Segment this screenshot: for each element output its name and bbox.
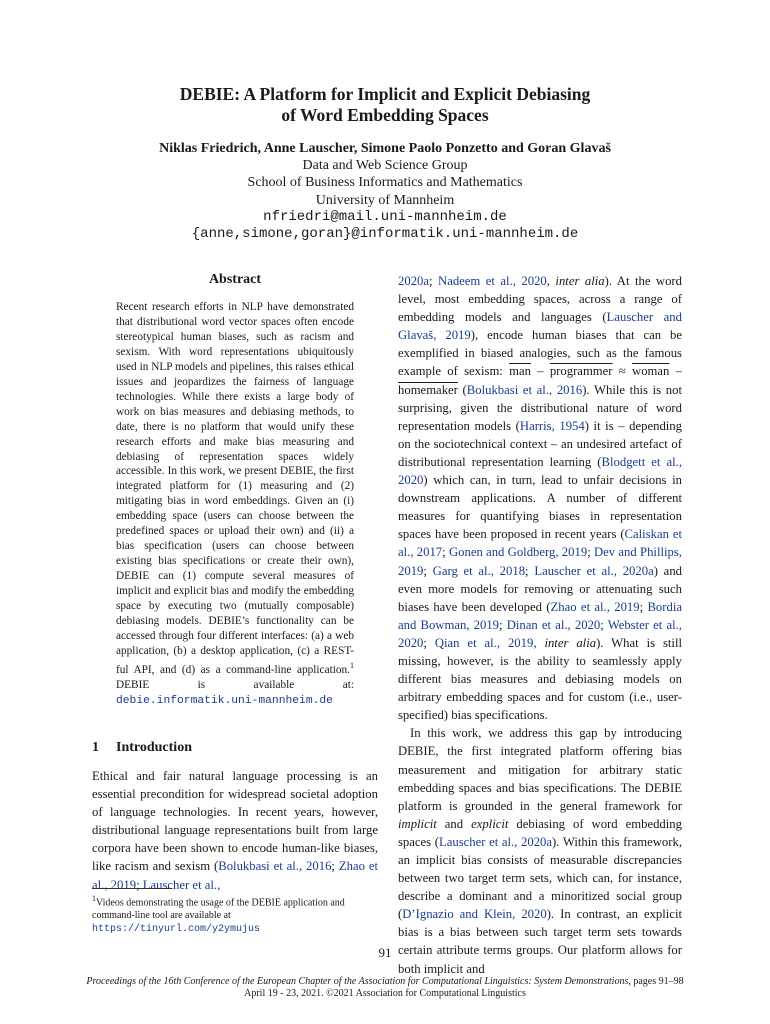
abstract-brand-4: DEBIE — [116, 678, 150, 691]
emph-implicit: implicit — [398, 816, 437, 831]
emph-explicit: explicit — [471, 816, 509, 831]
text-run: In this work, we address this gap by introducing — [410, 726, 682, 741]
affiliation-school: School of Business Informatics and Mathematics — [247, 175, 523, 191]
citation-link[interactable]: Gonen and Goldberg, 2019 — [448, 545, 588, 560]
footnote-mark: 1 — [92, 894, 96, 903]
footnote-brand: DEBIE — [251, 897, 281, 909]
citation-link[interactable]: Lauscher et al., 2020a — [438, 834, 553, 849]
abstract-text-d: ’s functionality can be accessed through four different interfaces: (a) a web application, (b) a desktop application, (c) a REST-ful API, and (d) as a command-line application. — [116, 615, 355, 676]
citation-link[interactable]: Nadeem et al., 2020 — [438, 274, 547, 288]
footnote-text-a: Videos demonstrating the usage of the — [96, 897, 252, 909]
section-heading-introduction — [92, 740, 192, 756]
text-run: ). What is still missing, however, is the ability to seamlessly apply different bias measures and debiasing models on arbitrary embedding spaces and for custom (i.e., user-specified) bias specifications. — [398, 635, 683, 723]
text-run: ). Within this framework, an implicit bias consists of measurable discrepancies between two target term sets, which can, for instance, describe a dominant and a minoritized social group ( — [398, 834, 682, 922]
citation-link[interactable]: Zhao et al., 2019 — [92, 859, 378, 892]
vector-homemaker: homemaker — [398, 382, 458, 397]
title-line1: : A Platform for Implicit and Explicit Debiasing — [234, 84, 591, 104]
citation-link[interactable]: Harris, 1954 — [519, 418, 585, 433]
footnote-url-link[interactable]: https://tinyurl.com/y2ymujus — [92, 924, 261, 936]
inter-alia: inter alia — [555, 274, 605, 288]
vector-woman: woman — [632, 364, 670, 379]
citation-link[interactable]: Lauscher et al., 2020a — [534, 563, 654, 578]
author-block — [0, 140, 770, 243]
abstract-brand-1: DEBIE — [279, 465, 314, 478]
text-run: ). At the word level, most embedding spaces, across a range of embedding models and languages ( — [398, 274, 683, 325]
text-run: debiasing of word embedding spaces ( — [398, 816, 682, 849]
abstract-body — [116, 300, 354, 709]
citation-link[interactable]: Lauscher and Glavaš, 2019 — [398, 310, 682, 343]
affiliation-group: Data and Web Science Group — [302, 158, 468, 174]
proceedings-pages: , pages 91–98 — [628, 976, 684, 987]
right-column-text — [398, 272, 682, 978]
intro-text-a: Ethical and fair natural language processing is an essential precondition for widespread societal adoption of language technologies. In recent years, however, distributional language representations built from large corpora have been shown to encode human-like biases, like racism and sexism ( — [92, 769, 378, 874]
citation-link[interactable]: Dev and Phillips, 2019 — [398, 545, 682, 578]
right-paragraph-1: 2020a; Nadeem et al., 2020, inter alia). At the word level, most embedding spaces, across a range of embedding models and languages (Lauscher and Glavaš, 2019), encode human biases that can be exemplified in biased analogies, such as the famous example of sexism: $\overline{man}$ – programmer ≈ woman – homemaker (Bolukbasi et al., 2016). While this is not surprising, given the distributional nature of word representation models (Harris, 1954) it is – depending on the sociotechnical context – an undesired artefact of distributional representation learning (Blodgett et al., 2020) which can, in turn, lead to unfair decisions in downstream applications. A number of different measures for quantifying biases in representation spaces have been proposed in recent years (Caliskan et al., 2017; Gonen and Goldberg, 2019; Dev and Phillips, 2019; Garg et al., 2018; Lauscher et al., 2020a) and even more models for removing or attenuating such biases have been developed (Zhao et al., 2019; Bordia and Bowman, 2019; Dinan et al., 2020; Webster et al., 2020; Qian et al., 2019, inter alia). What is still missing, however, is the ability to seamlessly apply different bias measures and debiasing models on arbitrary embedding spaces and for custom (i.e., user-specified) bias specifications. — [398, 274, 683, 723]
text-run: ) which can, in turn, lead to unfair decisions in downstream applications. A number of different measures for quantifying biases in representation spaces have been proposed in recent years ( — [398, 473, 682, 542]
brand-name: DEBIE — [398, 744, 436, 759]
abstract-text-b: , the first integrated platform for (1) measuring and (2) mitigating bias in word embeddings. Given an (i) embedding space (users can choose between the predefined spaces or upload their own) and (ii) a bias specification (users can choose between existing bias specifications or create their own), — [116, 465, 354, 568]
text-run: ) it is – depending on the sociotechnical context – an undesired artefact of distributional representation learning ( — [398, 418, 682, 469]
text-run: platform is grounded in the general framework for — [398, 798, 682, 813]
citation-link[interactable]: Blodgett et al., 2020 — [398, 454, 682, 488]
abstract-text-e: is available at: — [149, 678, 354, 691]
citation-link[interactable]: Dinan et al., 2020 — [506, 617, 601, 632]
citation-link[interactable]: Bordia and Bowman, 2019 — [398, 599, 682, 632]
footnote-text-b: application and command-line tool are available at — [92, 897, 345, 922]
abstract-text-c: can (1) compute several measures of implicit and explicit bias and modify the embedding space by executing two (mutually composable) debiasing models. — [116, 570, 354, 628]
text-run: ). While this is not surprising, given the distributional nature of word representation models ( — [398, 382, 682, 433]
abstract-brand-3: DEBIE — [208, 615, 242, 628]
text-run: ), encode human biases that can be exemplified in biased analogies, such as the famous example of sexism: — [398, 328, 683, 379]
proceedings-footer — [0, 976, 770, 999]
introduction-paragraph: Ethical and fair natural language processing is an essential precondition for widespread societal adoption of language technologies. In recent years, however, distributional language representations built from large corpora have been shown to encode human-like biases, like racism and sexism (Bolukbasi et al., 2016; Zhao et al., 2019; Lauscher et al., — [92, 769, 378, 892]
citation-link[interactable]: Webster et al., 2020 — [398, 617, 682, 650]
vector-man: $\overline{man}$ — [509, 364, 531, 379]
section-number: 1 — [92, 740, 99, 755]
abstract-brand-2: DEBIE — [116, 570, 150, 583]
citation-link[interactable]: Zhao et al., 2019 — [550, 599, 640, 614]
text-run: , the first integrated platform offering bias measurement and mitigation for arbitrary static embedding spaces and bias specifications. The — [398, 744, 682, 795]
page-number: 91 — [378, 945, 392, 960]
text-run: ) and even more models for removing or attenuating such biases have been developed ( — [398, 563, 683, 614]
citation-link[interactable]: 2020a — [398, 274, 430, 288]
author-email-2: {anne,simone,goran}@informatik.uni-mannheim.de — [191, 226, 579, 243]
right-paragraph-2 — [398, 724, 682, 977]
citation-link[interactable]: Garg et al., 2018 — [432, 563, 526, 578]
inter-alia: inter alia — [544, 635, 597, 650]
author-names: Niklas Friedrich, Anne Lauscher, Simone Paolo Ponzetto and Goran Glavaš — [159, 141, 611, 156]
footnote-divider — [92, 888, 172, 889]
citation-link[interactable]: Bolukbasi et al., 2016 — [466, 382, 583, 397]
citation-link[interactable]: Lauscher et al., — [142, 877, 221, 892]
proceedings-venue: Proceedings of the 16th Conference of the European Chapter of the Association for Computational Linguistics: System Demonstrations — [86, 976, 629, 987]
paper-title — [0, 84, 770, 126]
abstract-url-link[interactable]: debie.informatik.uni-mannheim.de — [116, 694, 333, 707]
abstract-text-a: Recent research efforts in NLP have demonstrated that distributional word vector spaces often encode stereotypical human biases, such as racism and sexism. With word representations ubiquitously used in NLP models and pipelines, this raises ethical issues and jeopardizes the fairness of language technologies. While there exists a large body of work on bias measures and debiasing methods, to date, there is no platform that would unify these research efforts and make bias measuring and debiasing of representation spaces widely accessible. In this work, we present — [116, 301, 354, 478]
section-title: Introduction — [116, 740, 192, 755]
affiliation-university: University of Mannheim — [315, 192, 455, 208]
citation-link[interactable]: Bolukbasi et al., 2016 — [218, 859, 332, 874]
vector-programmer: programmer — [549, 364, 613, 379]
proceedings-date: April 19 - 23, 2021. ©2021 Association for Computational Linguistics — [244, 987, 526, 999]
citation-link[interactable]: D’Ignazio and Klein, 2020 — [402, 907, 547, 922]
text-run: ). In contrast, an explicit bias is a bias between such target term sets towards certain attribute terms groups. Our platform allows for both implicit and — [398, 907, 682, 976]
abstract-heading: Abstract — [208, 272, 262, 287]
author-email-1: nfriedri@mail.uni-mannheim.de — [263, 208, 507, 225]
brand-name: DEBIE — [644, 780, 682, 795]
citation-link[interactable]: Caliskan et al., 2017 — [398, 527, 682, 560]
title-brand: DEBIE — [179, 84, 235, 104]
citation-link[interactable]: Qian et al., 2019 — [434, 635, 534, 650]
text-run: and — [436, 816, 472, 831]
footnote — [92, 892, 380, 936]
footnote-ref[interactable]: 1 — [350, 660, 354, 670]
title-line2: of Word Embedding Spaces — [281, 105, 489, 125]
